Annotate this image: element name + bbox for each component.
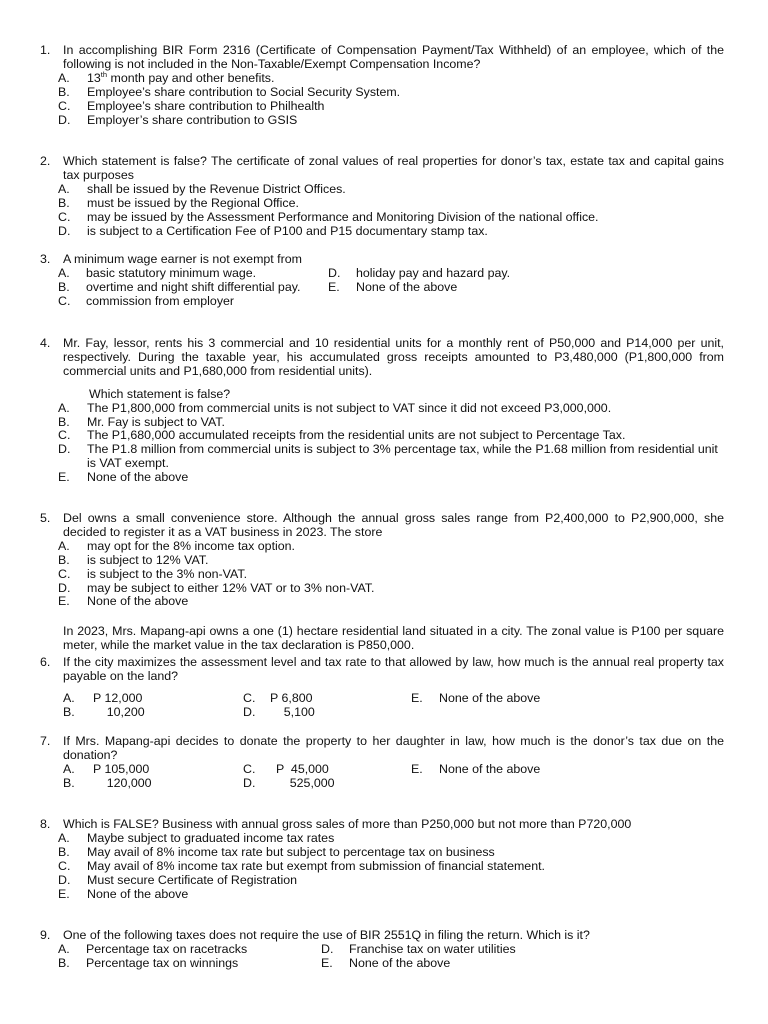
option-columns <box>58 943 724 971</box>
question-number: 9. <box>40 928 51 942</box>
option-column-1 <box>58 267 328 309</box>
option-letter: D. <box>243 704 256 719</box>
option-e <box>58 888 724 902</box>
option-text: may be subject to either 12% VAT or to 3% non-VAT. <box>87 580 375 595</box>
option-text: may opt for the 8% income tax option. <box>87 538 295 553</box>
option-a <box>58 540 724 554</box>
question-3 <box>40 253 724 309</box>
option-d <box>58 443 724 471</box>
option-letter: E. <box>58 886 70 901</box>
option-text: May avail of 8% income tax rate but subject to percentage tax on business <box>87 844 495 859</box>
option-letter: C. <box>58 209 71 224</box>
option-letter: D. <box>58 580 71 595</box>
question-stem: If Mrs. Mapang-api decides to donate the property to her daughter in law, how much is the donor’s tax due on the donation? <box>63 734 724 762</box>
option-letter: C. <box>58 428 71 443</box>
option-text: basic statutory minimum wage. <box>86 265 257 280</box>
option-text: None of the above <box>87 886 189 901</box>
option-d <box>58 225 724 239</box>
option-letter: C. <box>58 566 71 581</box>
option-letter: B. <box>58 955 70 970</box>
option-text: P 6,800 <box>270 690 313 705</box>
option-letter: E. <box>321 955 333 970</box>
option-b <box>58 846 724 860</box>
question-2 <box>40 155 724 238</box>
option-columns <box>63 692 724 720</box>
option-letter: B. <box>58 844 70 859</box>
option-c <box>58 860 724 874</box>
option-text: None of the above <box>87 470 189 485</box>
option-a <box>58 943 321 957</box>
option-letter: B. <box>58 552 70 567</box>
option-text: Mr. Fay is subject to VAT. <box>87 414 225 429</box>
option-c <box>58 568 724 582</box>
option-e <box>58 471 724 485</box>
option-letter: A. <box>58 265 70 280</box>
option-a <box>58 832 724 846</box>
case-intro-text: In 2023, Mrs. Mapang-api owns a one (1) hectare residential land situated in a city. The zonal value is P100 per square meter, while the market value in the tax declaration is P850,000. <box>63 624 724 652</box>
option-b <box>63 777 243 791</box>
option-text: 5,100 <box>270 704 315 719</box>
option-text: Percentage tax on winnings <box>86 955 239 970</box>
question-number: 6. <box>40 655 51 669</box>
option-letter: B. <box>58 195 70 210</box>
option-d <box>243 777 411 791</box>
option-text: 13th month pay and other benefits. <box>87 69 275 85</box>
option-text: P 12,000 <box>93 690 143 705</box>
question-stem: Del owns a small convenience store. Although the annual gross sales range from P2,400,000 to P2,900,000, she decided to register it as a VAT business in 2023. The store <box>63 511 724 539</box>
option-list <box>58 69 724 128</box>
option-list <box>58 540 724 610</box>
option-text: None of the above <box>87 594 189 609</box>
option-letter: A. <box>58 830 70 845</box>
option-text: is subject to a Certification Fee of P100 and P15 documentary stamp tax. <box>87 223 488 238</box>
option-b <box>58 86 724 100</box>
option-c <box>243 763 411 777</box>
question-stem: Mr. Fay, lessor, rents his 3 commercial and 10 residential units for a monthly rent of P50,000 and P14,000 per unit, respectively. During the taxable year, his accumulated gross receipts amounted to P3,480,000 (P1,800,000 from commercial units and P1,680,000 from residential units). <box>63 336 724 378</box>
question-4 <box>40 337 724 485</box>
option-letter: E. <box>58 594 70 609</box>
option-letter: E. <box>58 470 70 485</box>
option-letter: D. <box>58 442 71 457</box>
question-stem: Which statement is false? The certificate of zonal values of real properties for donor’s tax, estate tax and capital gains tax purposes <box>63 154 724 182</box>
option-text: must be issued by the Regional Office. <box>87 195 299 210</box>
option-letter: B. <box>63 704 75 719</box>
option-b <box>58 957 321 971</box>
option-letter: A. <box>58 400 70 415</box>
option-letter: E. <box>411 761 423 776</box>
sub-question: Which statement is false? <box>89 386 231 401</box>
option-column-2 <box>328 267 510 309</box>
option-column-2 <box>243 763 411 791</box>
option-d <box>58 874 724 888</box>
question-number: 4. <box>40 336 51 350</box>
question-number: 8. <box>40 817 51 831</box>
option-b <box>63 706 243 720</box>
option-a <box>63 763 243 777</box>
option-letter: C. <box>58 293 71 308</box>
option-b <box>58 197 724 211</box>
option-text: None of the above <box>349 955 451 970</box>
option-text: Employee’s share contribution to Social Security System. <box>87 84 401 99</box>
option-e <box>328 281 510 295</box>
option-list <box>58 832 724 902</box>
option-letter: D. <box>58 223 71 238</box>
option-column-2 <box>243 692 411 720</box>
option-list <box>58 402 724 485</box>
question-stem: In accomplishing BIR Form 2316 (Certificate of Compensation Payment/Tax Withheld) of an employee, which of the following is not included in the Non-Taxable/Exempt Compensation Income? <box>63 43 724 71</box>
question-1 <box>40 44 724 127</box>
option-letter: A. <box>58 538 70 553</box>
option-column-1 <box>63 763 243 791</box>
question-6 <box>40 656 724 720</box>
option-text: P 105,000 <box>93 761 150 776</box>
option-text: may be issued by the Assessment Performance and Monitoring Division of the national office. <box>87 209 599 224</box>
option-letter: A. <box>58 941 70 956</box>
option-column-3 <box>411 763 540 791</box>
option-letter: E. <box>328 279 340 294</box>
option-columns <box>63 763 724 791</box>
question-stem: Which is FALSE? Business with annual gross sales of more than P250,000 but not more than P720,000 <box>63 817 632 831</box>
option-text: overtime and night shift differential pay. <box>86 279 301 294</box>
option-d <box>328 267 510 281</box>
option-letter: D. <box>321 941 334 956</box>
option-text: Employee’s share contribution to Philhealth <box>87 98 325 113</box>
option-text: The P1.8 million from commercial units is subject to 3% percentage tax, while the P1.68 million from residential unit is VAT exempt. <box>87 442 718 471</box>
option-d <box>58 114 724 128</box>
option-text: Franchise tax on water utilities <box>349 941 516 956</box>
option-text: holiday pay and hazard pay. <box>356 265 511 280</box>
option-letter: A. <box>63 690 75 705</box>
option-d <box>321 943 516 957</box>
question-stem: A minimum wage earner is not exempt from <box>63 252 302 266</box>
question-stem: One of the following taxes does not require the use of BIR 2551Q in filing the return. Which is it? <box>63 928 590 942</box>
option-letter: B. <box>63 775 75 790</box>
option-text: None of the above <box>356 279 458 294</box>
option-column-2 <box>321 943 516 971</box>
option-letter: A. <box>58 181 70 196</box>
option-e <box>411 692 540 706</box>
option-letter: A. <box>58 70 70 85</box>
option-letter: A. <box>63 761 75 776</box>
option-letter: D. <box>58 112 71 127</box>
option-text: Percentage tax on racetracks <box>86 941 248 956</box>
option-text: None of the above <box>439 761 541 776</box>
question-number: 3. <box>40 252 51 266</box>
option-text: 525,000 <box>276 775 335 790</box>
option-text: commission from employer <box>86 293 235 308</box>
option-letter: D. <box>328 265 341 280</box>
option-c <box>58 429 724 443</box>
option-d <box>243 706 411 720</box>
option-text: is subject to the 3% non-VAT. <box>87 566 248 581</box>
option-c <box>58 295 328 309</box>
question-9 <box>40 929 724 971</box>
question-number: 2. <box>40 154 51 168</box>
question-number: 5. <box>40 511 51 525</box>
option-letter: D. <box>243 775 256 790</box>
option-text: is subject to 12% VAT. <box>87 552 209 567</box>
option-letter: B. <box>58 279 70 294</box>
option-c <box>58 100 724 114</box>
option-d <box>58 582 724 596</box>
option-letter: C. <box>243 761 256 776</box>
question-8 <box>40 818 724 901</box>
question-stem: If the city maximizes the assessment level and tax rate to that allowed by law, how much is the annual real property tax payable on the land? <box>63 655 724 683</box>
question-number: 7. <box>40 734 51 748</box>
option-text: P 45,000 <box>276 761 329 776</box>
option-a <box>58 402 724 416</box>
option-letter: E. <box>411 690 423 705</box>
superscript: th <box>100 69 108 79</box>
option-text: 120,000 <box>93 775 152 790</box>
option-text: Must secure Certificate of Registration <box>87 872 298 887</box>
option-letter: B. <box>58 414 70 429</box>
option-text: shall be issued by the Revenue District Offices. <box>87 181 346 196</box>
option-e <box>321 957 516 971</box>
question-number: 1. <box>40 43 51 57</box>
option-c <box>58 211 724 225</box>
option-a <box>58 267 328 281</box>
option-column-1 <box>63 692 243 720</box>
option-a <box>58 69 724 86</box>
option-text: The P1,680,000 accumulated receipts from the residential units are not subject to Percentage Tax. <box>87 428 626 443</box>
option-letter: C. <box>243 690 256 705</box>
option-text: Maybe subject to graduated income tax rates <box>87 830 335 845</box>
option-text: May avail of 8% income tax rate but exempt from submission of financial statement. <box>87 858 545 873</box>
option-letter: C. <box>58 98 71 113</box>
option-b <box>58 281 328 295</box>
option-e <box>58 595 724 609</box>
option-c <box>243 692 411 706</box>
question-7 <box>40 735 724 791</box>
option-columns <box>58 267 724 309</box>
option-b <box>58 416 724 430</box>
option-column-3 <box>411 692 540 720</box>
option-letter: D. <box>58 872 71 887</box>
option-text: None of the above <box>439 690 541 705</box>
option-text: Employer’s share contribution to GSIS <box>87 112 298 127</box>
option-e <box>411 763 540 777</box>
option-a <box>58 183 724 197</box>
option-text: 10,200 <box>93 704 145 719</box>
option-b <box>58 554 724 568</box>
option-letter: C. <box>58 858 71 873</box>
option-column-1 <box>58 943 321 971</box>
question-5 <box>40 512 724 609</box>
option-letter: B. <box>58 84 70 99</box>
case-intro <box>40 625 724 653</box>
option-list <box>58 183 724 239</box>
option-text: The P1,800,000 from commercial units is not subject to VAT since it did not exceed P3,000,000. <box>87 400 612 415</box>
option-a <box>63 692 243 706</box>
